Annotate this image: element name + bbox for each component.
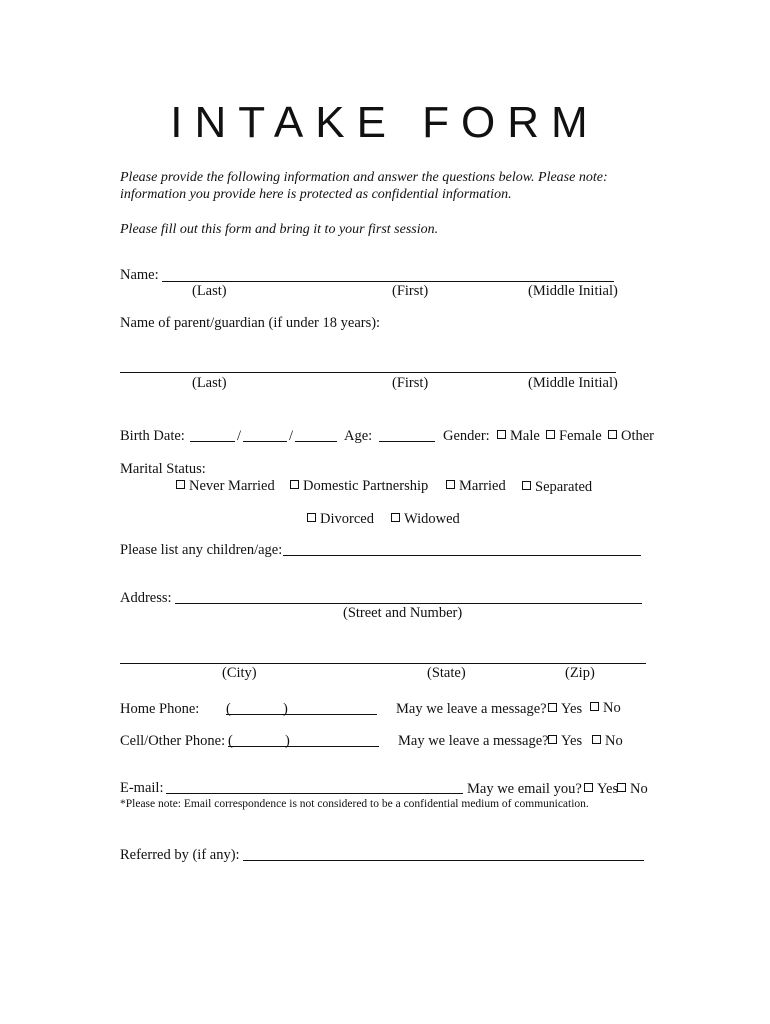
gender-label: Gender: — [443, 428, 490, 444]
birth-year-input[interactable] — [295, 441, 337, 442]
intro-text-line2: information you provide here is protected as confidential information. — [120, 187, 512, 202]
address-sub-city: (City) — [222, 665, 257, 681]
home-phone-message-yes[interactable]: Yes — [548, 701, 582, 718]
address-city-state-zip-input[interactable] — [120, 663, 646, 664]
marital-domestic-partnership-option[interactable]: Domestic Partnership — [290, 478, 428, 495]
gender-female-option[interactable]: Female — [546, 428, 602, 445]
name-sub-middle: (Middle Initial) — [528, 283, 618, 299]
marital-never-married-option[interactable]: Never Married — [176, 478, 275, 495]
address-sub-state: (State) — [427, 665, 466, 681]
intro-text-line1: Please provide the following information and answer the questions below. Please note: — [120, 170, 608, 185]
guardian-sub-middle: (Middle Initial) — [528, 375, 618, 391]
guardian-label: Name of parent/guardian (if under 18 years): — [120, 315, 381, 331]
referred-by-label: Referred by (if any): — [120, 847, 240, 863]
email-yes-option[interactable]: Yes — [584, 781, 618, 798]
cell-phone-message-yes[interactable]: Yes — [548, 733, 582, 750]
marital-divorced-option[interactable]: Divorced — [307, 511, 374, 528]
checkbox-icon[interactable] — [307, 513, 316, 522]
cell-phone-message-question: May we leave a message? — [398, 733, 549, 749]
gender-other-option[interactable]: Other — [608, 428, 654, 445]
checkbox-icon[interactable] — [391, 513, 400, 522]
home-phone-message-question: May we leave a message? — [396, 701, 547, 717]
cell-phone-open-paren: ( — [228, 733, 233, 749]
email-no-option[interactable]: No — [617, 781, 648, 798]
address-sub-zip: (Zip) — [565, 665, 595, 681]
home-phone-open-paren: ( — [226, 701, 231, 717]
checkbox-icon[interactable] — [176, 480, 185, 489]
cell-phone-label: Cell/Other Phone: — [120, 733, 226, 749]
marital-married-option[interactable]: Married — [446, 478, 506, 495]
home-phone-label: Home Phone: — [120, 701, 200, 717]
checkbox-icon[interactable] — [546, 430, 555, 439]
address-street-input[interactable] — [175, 603, 642, 604]
age-input[interactable] — [379, 441, 435, 442]
name-label: Name: — [120, 267, 159, 283]
checkbox-icon[interactable] — [548, 703, 557, 712]
checkbox-icon[interactable] — [497, 430, 506, 439]
checkbox-icon[interactable] — [592, 735, 601, 744]
marital-separated-option[interactable]: Separated — [522, 479, 592, 496]
birth-date-label: Birth Date: — [120, 428, 185, 444]
name-sub-first: (First) — [392, 283, 429, 299]
email-question: May we email you? — [467, 781, 582, 797]
guardian-input-line[interactable] — [120, 372, 616, 373]
email-label: E-mail: — [120, 780, 164, 796]
checkbox-icon[interactable] — [617, 783, 626, 792]
email-confidentiality-note: *Please note: Email correspondence is not considered to be a confidential medium of communication. — [120, 798, 589, 810]
guardian-sub-last: (Last) — [192, 375, 227, 391]
name-input-line[interactable] — [162, 281, 614, 282]
checkbox-icon[interactable] — [590, 702, 599, 711]
children-label: Please list any children/age: — [120, 542, 283, 558]
checkbox-icon[interactable] — [608, 430, 617, 439]
address-sub-street: (Street and Number) — [343, 605, 463, 621]
home-phone-input[interactable] — [226, 714, 377, 715]
gender-male-option[interactable]: Male — [497, 428, 540, 445]
children-input-line[interactable] — [283, 555, 641, 556]
birth-month-input[interactable] — [190, 441, 235, 442]
home-phone-message-no[interactable]: No — [590, 700, 621, 717]
referred-by-input[interactable] — [243, 860, 644, 861]
cell-phone-input[interactable] — [228, 746, 379, 747]
checkbox-icon[interactable] — [446, 480, 455, 489]
birth-slash-2: / — [289, 428, 294, 444]
email-input[interactable] — [166, 793, 463, 794]
age-label: Age: — [344, 428, 373, 444]
home-phone-close-paren: ) — [283, 701, 288, 717]
address-label: Address: — [120, 590, 172, 606]
form-title: INTAKE FORM — [170, 98, 600, 147]
birth-day-input[interactable] — [243, 441, 287, 442]
cell-phone-message-no[interactable]: No — [592, 733, 623, 750]
marital-widowed-option[interactable]: Widowed — [391, 511, 460, 528]
cell-phone-close-paren: ) — [285, 733, 290, 749]
checkbox-icon[interactable] — [548, 735, 557, 744]
marital-status-label: Marital Status: — [120, 461, 206, 477]
checkbox-icon[interactable] — [522, 481, 531, 490]
checkbox-icon[interactable] — [290, 480, 299, 489]
guardian-sub-first: (First) — [392, 375, 429, 391]
checkbox-icon[interactable] — [584, 783, 593, 792]
instruction-text: Please fill out this form and bring it to your first session. — [120, 222, 439, 237]
name-sub-last: (Last) — [192, 283, 227, 299]
birth-slash-1: / — [237, 428, 242, 444]
